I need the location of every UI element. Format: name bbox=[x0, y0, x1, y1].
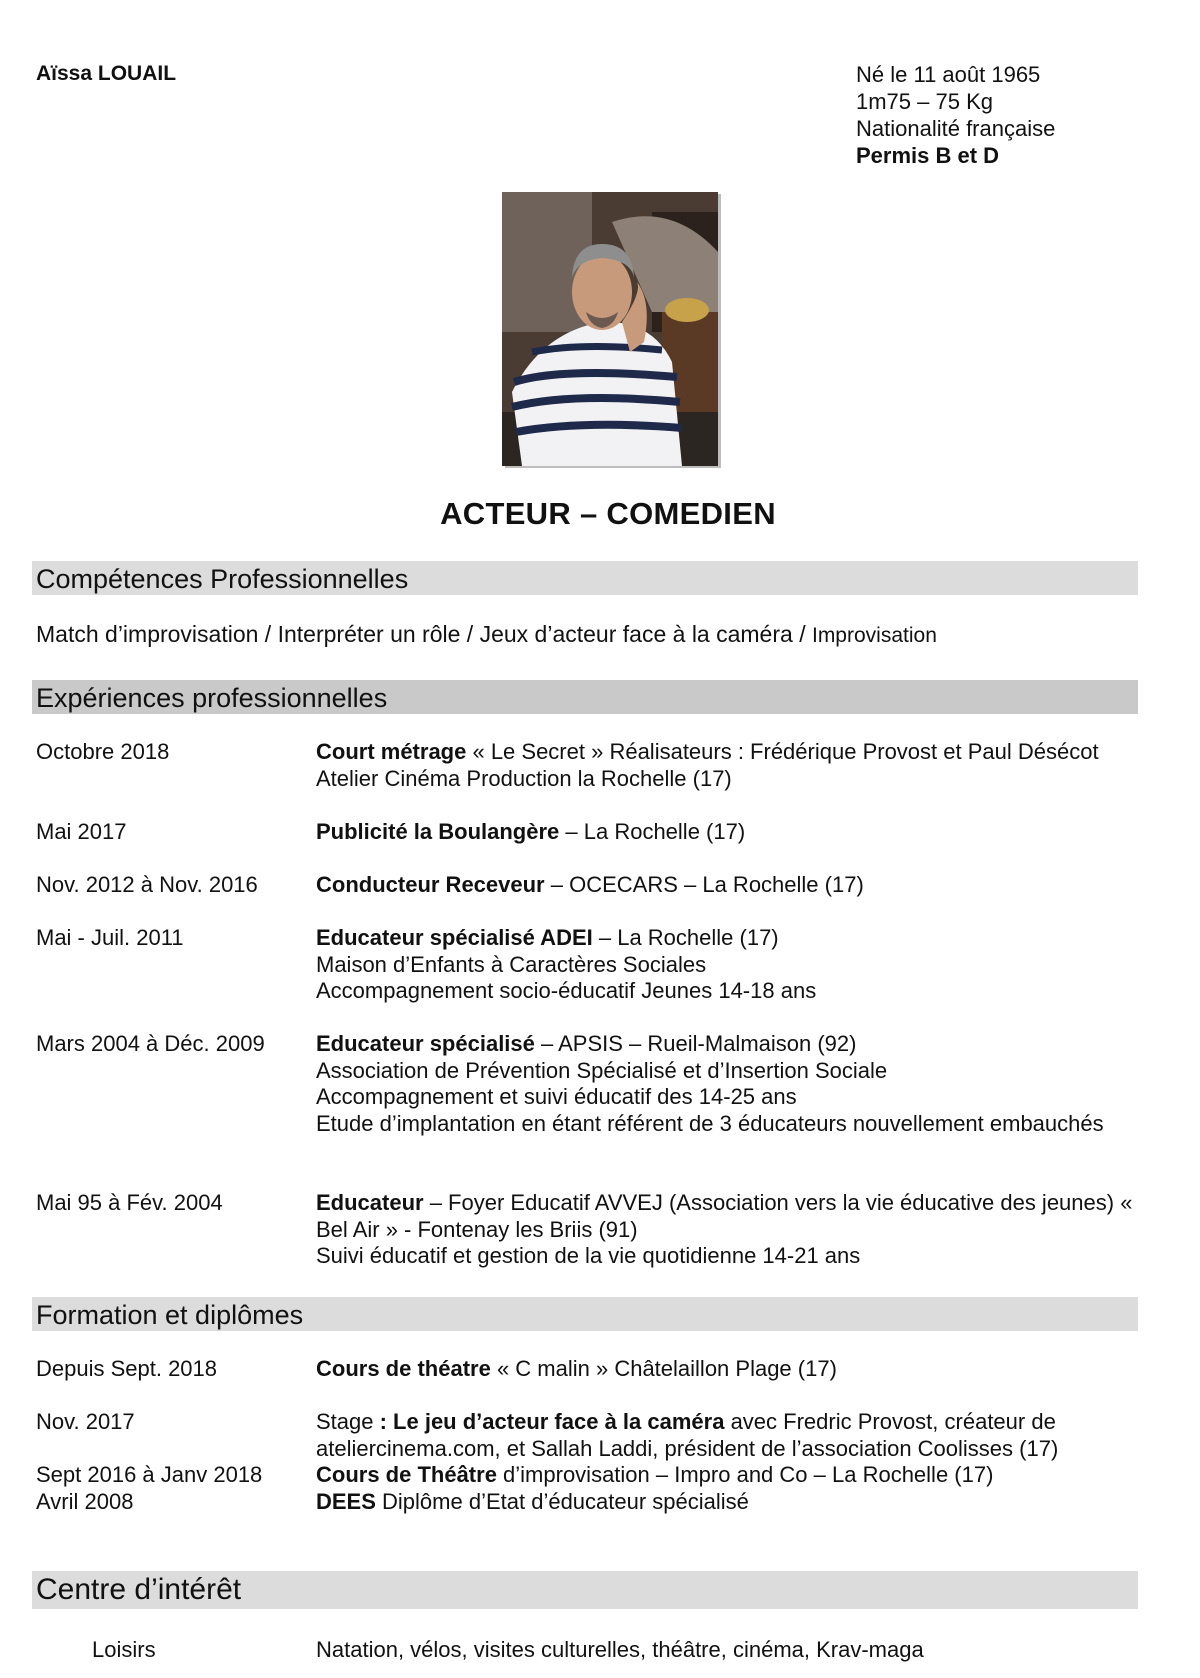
experience-line: Accompagnement socio-éducatif Jeunes 14-18 ans bbox=[316, 978, 817, 1003]
education-date: Nov. 2017 bbox=[36, 1409, 135, 1434]
experience-date: Nov. 2012 à Nov. 2016 bbox=[36, 872, 258, 897]
experience-line: Suivi éducatif et gestion de la vie quotidienne 14-21 ans bbox=[316, 1243, 861, 1268]
education-date: Sept 2016 à Janv 2018 bbox=[36, 1462, 263, 1487]
experience-headline bbox=[316, 1190, 1146, 1243]
interest-label: Loisirs bbox=[92, 1637, 156, 1662]
experience-headline bbox=[316, 819, 1146, 846]
experience-line: Accompagnement et suivi éducatif des 14-25 ans bbox=[316, 1084, 797, 1109]
experience-description bbox=[316, 1031, 1146, 1137]
education-title: Cours de Théâtre bbox=[316, 1462, 497, 1487]
education-detail: avec Fredric Provost, créateur de ateliercinema.com, et Sallah Laddi, président de l’association Coolisses (17) bbox=[316, 1409, 1059, 1461]
education-detail: d’improvisation – Impro and Co – La Rochelle (17) bbox=[496, 1462, 994, 1487]
experience-role: Publicité la Boulangère bbox=[316, 819, 560, 844]
experience-headline bbox=[316, 739, 1146, 766]
birth-date: Né le 11 août 1965 bbox=[856, 62, 1041, 87]
experience-role: Educateur spécialisé ADEI bbox=[316, 925, 593, 950]
skills-list bbox=[36, 621, 937, 648]
experience-headline bbox=[316, 872, 1146, 899]
experience-date: Mars 2004 à Déc. 2009 bbox=[36, 1031, 265, 1056]
experience-headline bbox=[316, 1031, 1146, 1058]
experience-role: Educateur bbox=[316, 1190, 424, 1215]
experience-date: Mai 95 à Fév. 2004 bbox=[36, 1190, 223, 1215]
section-title: Expériences professionnelles bbox=[36, 683, 388, 713]
experience-detail: – OCECARS – La Rochelle (17) bbox=[544, 872, 864, 897]
experience-role: Court métrage bbox=[316, 739, 467, 764]
section-education bbox=[32, 1297, 1138, 1331]
section-title: Centre d’intérêt bbox=[36, 1573, 242, 1606]
education-description bbox=[316, 1489, 1146, 1516]
experience-line: Atelier Cinéma Production la Rochelle (17) bbox=[316, 765, 732, 791]
height-weight: 1m75 – 75 Kg bbox=[856, 89, 993, 114]
education-description bbox=[316, 1409, 1146, 1462]
experience-description bbox=[316, 1190, 1146, 1270]
experience-line: Etude d’implantation en étant référent de 3 éducateurs nouvellement embauchés bbox=[316, 1110, 1104, 1136]
experience-role: Conducteur Receveur bbox=[316, 872, 545, 897]
experience-headline bbox=[316, 925, 1146, 952]
driving-license: Permis B et D bbox=[856, 143, 1000, 168]
experience-detail: « Le Secret » Réalisateurs : Frédérique Provost et Paul Désécot bbox=[466, 739, 1099, 764]
job-title: ACTEUR – COMEDIEN bbox=[440, 496, 776, 531]
portrait-photo bbox=[502, 192, 718, 466]
experience-detail: – La Rochelle (17) bbox=[559, 819, 746, 844]
education-title: Cours de théatre bbox=[316, 1356, 491, 1381]
experience-description bbox=[316, 925, 1146, 1005]
experience-detail: – APSIS – Rueil-Malmaison (92) bbox=[534, 1031, 857, 1056]
section-title: Formation et diplômes bbox=[36, 1300, 304, 1330]
section-skills bbox=[32, 561, 1138, 595]
education-detail: Diplôme d’Etat d’éducateur spécialisé bbox=[375, 1489, 749, 1514]
experience-date: Mai 2017 bbox=[36, 819, 127, 844]
education-prefix: Stage bbox=[316, 1409, 380, 1434]
interest-value: Natation, vélos, visites culturelles, théâtre, cinéma, Krav-maga bbox=[316, 1637, 924, 1662]
education-description bbox=[316, 1462, 1146, 1489]
education-date: Avril 2008 bbox=[36, 1489, 134, 1514]
experience-line: Maison d’Enfants à Caractères Sociales bbox=[316, 951, 707, 977]
experience-description bbox=[316, 819, 1146, 846]
section-interests bbox=[32, 1571, 1138, 1609]
personal-info bbox=[856, 61, 1055, 169]
education-title: : Le jeu d’acteur face à la caméra bbox=[379, 1409, 725, 1434]
section-title: Compétences Professionnelles bbox=[36, 564, 409, 594]
nationality: Nationalité française bbox=[856, 116, 1056, 141]
education-description bbox=[316, 1356, 1146, 1383]
experience-line: Association de Prévention Spécialisé et d’Insertion Sociale bbox=[316, 1057, 888, 1083]
experience-description bbox=[316, 739, 1146, 792]
education-detail: « C malin » Châtelaillon Plage (17) bbox=[490, 1356, 837, 1381]
experience-detail: – Foyer Educatif AVVEJ (Association vers la vie éducative des jeunes) « Bel Air » - Fontenay les Briis (91) bbox=[316, 1190, 1133, 1242]
candidate-name: Aïssa LOUAIL bbox=[36, 62, 177, 85]
experience-description bbox=[316, 872, 1146, 899]
education-date: Depuis Sept. 2018 bbox=[36, 1356, 218, 1381]
experience-detail: – La Rochelle (17) bbox=[592, 925, 779, 950]
skills-main: Match d’improvisation / Interpréter un rôle / Jeux d’acteur face à la caméra / bbox=[36, 621, 812, 647]
experience-date: Octobre 2018 bbox=[36, 739, 170, 764]
experience-date: Mai - Juil. 2011 bbox=[36, 925, 184, 950]
portrait-illustration bbox=[502, 192, 718, 466]
education-title: DEES bbox=[316, 1489, 376, 1514]
skills-improvisation: Improvisation bbox=[811, 624, 937, 647]
section-experience bbox=[32, 680, 1138, 714]
experience-role: Educateur spécialisé bbox=[316, 1031, 535, 1056]
